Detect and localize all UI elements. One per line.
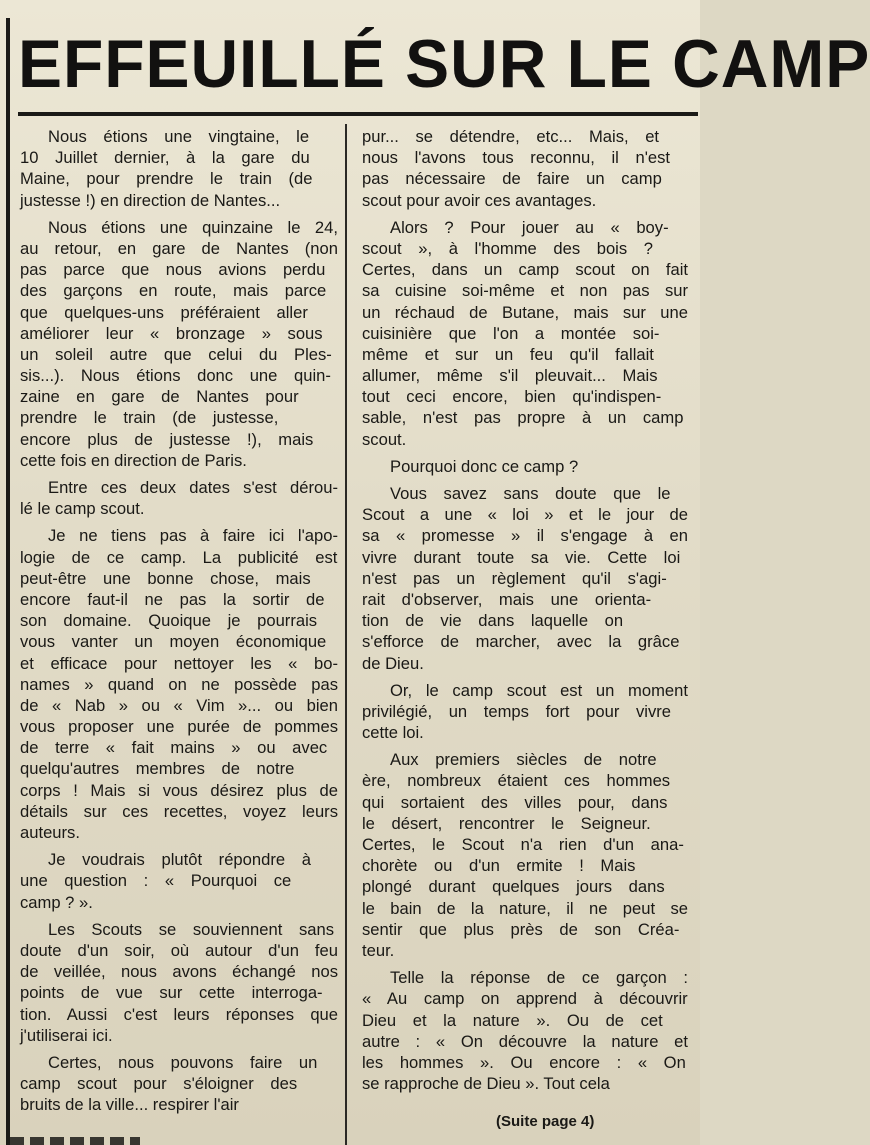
text-line: sable, n'est pas propre à un camp — [362, 408, 684, 428]
text-line: scout. — [362, 429, 407, 449]
text-line: de Dieu. — [362, 653, 424, 673]
text-line: 10 Juillet dernier, à la gare du — [20, 148, 310, 168]
text-line: au retour, en gare de Nantes (non — [20, 238, 338, 258]
text-line: Certes, le Scout n'a rien d'un ana- — [362, 835, 684, 854]
text-line: sentir que plus près de son Créa- — [362, 919, 680, 939]
left-column — [20, 126, 338, 1121]
text-line: justesse !) en direction de Nantes... — [20, 190, 281, 210]
text-line: de « Nab » ou « Vim »... ou bien — [20, 695, 338, 715]
text-line: Pourquoi donc ce camp ? — [390, 456, 579, 476]
text-line: des garçons en route, mais parce — [20, 281, 327, 301]
text-line: rait d'observer, mais une orienta- — [362, 589, 652, 609]
text-line: Certes, dans un camp scout on fait — [362, 260, 688, 280]
text-line: names » quand on ne possède pas — [20, 674, 338, 694]
text-line: le désert, rencontrer le Seigneur. — [362, 813, 651, 833]
paragraph — [20, 525, 338, 843]
text-line: pur... se détendre, etc... Mais, et — [362, 127, 660, 146]
text-line: encore faut-il ne pas la sortir de — [20, 589, 325, 609]
paragraph — [20, 217, 338, 471]
text-line: sis...). Nous étions donc une quin- — [20, 366, 331, 386]
text-line: une question : « Pourquoi ce — [20, 871, 292, 891]
text-line: Je voudrais plutôt répondre à — [48, 850, 311, 870]
text-line: privilégié, un temps fort pour vivre — [362, 701, 672, 721]
text-line: tion de vie dans laquelle on — [362, 611, 624, 631]
text-line: points de vue sur cette interroga- — [20, 983, 323, 1003]
text-line: « Au camp on apprend à découvrir — [362, 989, 688, 1009]
text-line: ère, nombreux étaient ces hommes — [362, 771, 671, 791]
text-line: teur. — [362, 940, 395, 960]
text-line: peut-être une bonne chose, mais — [20, 568, 311, 588]
text-line: sa cuisine soi-même et non pas sur — [362, 281, 688, 301]
paragraph — [362, 217, 688, 450]
text-line: corps ! Mais si vous désirez plus de — [20, 780, 338, 800]
paragraph — [20, 126, 338, 211]
paragraph — [362, 749, 688, 961]
text-line: Nous étions une quinzaine le 24, — [48, 217, 338, 237]
right-column — [362, 126, 688, 1100]
text-line: doute d'un soir, où autour d'un feu — [20, 940, 338, 960]
left-border-rule — [6, 18, 10, 1145]
text-line: autre : « On découvre la nature et — [362, 1031, 688, 1051]
text-line: Les Scouts se souviennent sans — [48, 919, 334, 939]
paragraph — [20, 919, 338, 1046]
text-line: un soleil autre que celui du Ples- — [20, 344, 332, 364]
text-line: pas nécessaire de faire un camp — [362, 169, 662, 189]
text-line: les hommes ». Ou encore : « On — [362, 1052, 686, 1072]
text-line: j'utiliserai ici. — [20, 1025, 113, 1045]
text-line: Vous savez sans doute que le — [390, 484, 671, 503]
text-line: cette loi. — [362, 723, 424, 743]
text-line: n'est pas un règlement qu'il s'agi- — [362, 568, 667, 588]
text-line: tion. Aussi c'est leurs réponses que — [20, 1004, 338, 1024]
text-line: sa « promesse » il s'engage à en — [362, 526, 688, 546]
paragraph — [20, 477, 338, 519]
text-line: plongé durant quelques jours dans — [362, 877, 665, 897]
text-line: lé le camp scout. — [20, 499, 145, 519]
text-line: scout pour avoir ces avantages. — [362, 190, 597, 210]
text-line: zaine en gare de Nantes pour — [20, 387, 299, 407]
text-line: tout ceci encore, bien qu'indispen- — [362, 387, 662, 407]
paragraph — [362, 967, 688, 1094]
text-line: Nous étions une vingtaine, le — [48, 127, 310, 146]
text-line: auteurs. — [20, 823, 80, 842]
text-line: s'efforce de marcher, avec la grâce — [362, 632, 680, 652]
continued-label: (Suite page 4) — [496, 1113, 595, 1130]
paragraph — [362, 126, 688, 211]
text-line: camp ? ». — [20, 892, 93, 912]
text-line: bruits de la ville... respirer l'air — [20, 1095, 239, 1115]
text-line: de veillée, nous avons échangé nos — [20, 962, 338, 982]
text-line: Telle la réponse de ce garçon : — [390, 968, 688, 988]
paragraph — [362, 483, 688, 674]
text-line: Entre ces deux dates s'est dérou- — [48, 478, 338, 497]
text-line: Maine, pour prendre le train (de — [20, 169, 313, 189]
text-line: Dieu et la nature ». Ou de cet — [362, 1010, 663, 1030]
text-line: vous vanter un moyen économique — [20, 632, 327, 652]
text-line: scout », à l'homme des bois ? — [362, 238, 654, 258]
paragraph — [20, 849, 338, 913]
text-line: chorète ou d'un ermite ! Mais — [362, 856, 636, 876]
text-line: vous proposer une purée de pommes — [20, 717, 338, 737]
text-line: son domaine. Quoique je pourrais — [20, 611, 318, 631]
text-line: cette fois en direction de Paris. — [20, 450, 247, 470]
text-line: Scout a une « loi » et le jour de — [362, 505, 688, 525]
text-line: Certes, nous pouvons faire un — [48, 1052, 318, 1072]
text-line: et efficace pour nettoyer les « bo- — [20, 653, 338, 673]
text-line: détails sur ces recettes, voyez leurs — [20, 801, 338, 821]
text-line: le bain de la nature, il ne peut se — [362, 898, 688, 918]
text-line: vivre durant toute sa vie. Cette loi — [362, 547, 681, 567]
text-line: se rapproche de Dieu ». Tout cela — [362, 1074, 610, 1094]
paragraph — [20, 1052, 338, 1116]
text-line: un réchaud de Butane, mais sur une — [362, 302, 688, 322]
text-line: que quelques-uns préféraient aller — [20, 302, 308, 322]
text-line: Je ne tiens pas à faire ici l'apo- — [48, 526, 338, 546]
text-line: prendre le train (de justesse, — [20, 408, 279, 428]
text-line: Aux premiers siècles de notre — [390, 750, 657, 770]
text-line: encore plus de justesse !), mais — [20, 429, 314, 449]
text-line: même et sur un feu qu'il fallait — [362, 344, 654, 364]
text-line: pas parce que nous avions perdu — [20, 260, 326, 280]
text-line: améliorer leur « bronzage » sous — [20, 323, 323, 343]
text-line: logie de ce camp. La publicité est — [20, 547, 338, 567]
text-line: cuisinière que l'on a montée soi- — [362, 323, 660, 343]
text-line: camp scout pour s'éloigner des — [20, 1074, 298, 1094]
text-line: Alors ? Pour jouer au « boy- — [390, 217, 669, 237]
column-divider — [345, 124, 347, 1145]
cropped-bottom-heading — [10, 1137, 140, 1145]
headline-rule — [18, 112, 698, 116]
text-line: qui sortaient des villes pour, dans — [362, 792, 668, 812]
headline: EFFEUILLÉ SUR LE CAMP — [18, 26, 870, 102]
text-line: allumer, même s'il pleuvait... Mais — [362, 366, 658, 386]
text-line: nous l'avons tous reconnu, il n'est — [362, 148, 671, 168]
paragraph — [362, 680, 688, 744]
text-line: Or, le camp scout est un moment — [390, 680, 688, 700]
text-line: quelqu'autres membres de notre — [20, 759, 295, 779]
paragraph — [362, 456, 688, 477]
text-line: de terre « fait mains » ou avec — [20, 738, 328, 758]
